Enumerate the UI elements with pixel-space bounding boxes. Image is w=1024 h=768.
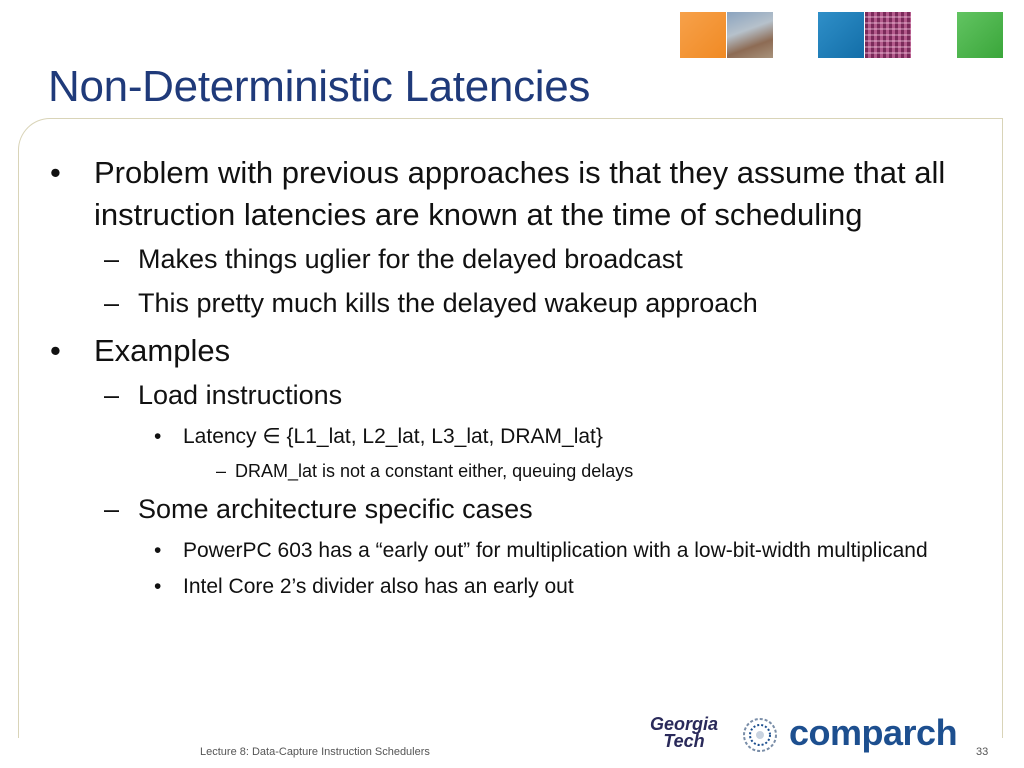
sub-bullet-item (50, 492, 970, 526)
blue-tile (818, 12, 864, 58)
level4-bullet-item (50, 458, 970, 484)
header-image-tiles (0, 12, 1024, 58)
sub-sub-bullet-item (50, 422, 970, 452)
chip-photo-tile (865, 12, 911, 58)
dash-marker: – (104, 380, 120, 410)
bullet-text: PowerPC 603 has a “early out” for multiplication with a low-bit-width multiplicand (183, 539, 928, 562)
sub-sub-bullet-item (50, 572, 970, 602)
sub-bullet-item (50, 286, 970, 320)
dash-marker: – (104, 288, 120, 318)
comparch-logo: comparch (789, 712, 958, 753)
swirl-logo-icon (740, 716, 780, 754)
bullet-text: This pretty much kills the delayed wakeup approach (138, 288, 758, 318)
green-tile (957, 12, 1003, 58)
bullet-text: DRAM_lat is not a constant either, queuing delays (235, 461, 634, 481)
bullet-marker: • (154, 539, 162, 562)
bullet-marker: • (50, 155, 61, 190)
sub-bullet-item (50, 242, 970, 276)
bullet-item (50, 152, 970, 236)
georgia-tech-logo (634, 716, 734, 750)
bullet-text: Some architecture specific cases (138, 494, 533, 524)
sub-sub-bullet-item (50, 536, 970, 566)
bullet-text: Examples (94, 333, 231, 368)
bullet-list (50, 152, 970, 608)
dash-marker: – (104, 244, 120, 274)
slide-title: Non-Deterministic Latencies (48, 62, 591, 111)
bullet-text: Makes things uglier for the delayed broadcast (138, 244, 683, 274)
bullet-marker: • (154, 425, 162, 448)
georgia-tech-line1: Georgia (649, 714, 719, 734)
georgia-tech-line2: Tech (663, 731, 705, 751)
orange-tile (680, 12, 726, 58)
footer-logos (634, 712, 974, 760)
sub-bullet-item (50, 378, 970, 412)
page-number: 33 (976, 746, 989, 758)
bullet-text: Load instructions (138, 380, 343, 410)
footer-lecture: Lecture 8: Data-Capture Instruction Schedulers (200, 746, 430, 758)
dash-marker: – (216, 461, 227, 481)
bullet-text: Intel Core 2’s divider also has an early out (183, 575, 574, 598)
bullet-marker: • (154, 575, 162, 598)
bullet-text: Problem with previous approaches is that they assume that all instruction latencies are known at the time of scheduling (94, 155, 946, 232)
dash-marker: – (104, 494, 120, 524)
bullet-item (50, 330, 970, 372)
bullet-marker: • (50, 333, 61, 368)
bullet-text: Latency ∈ {L1_lat, L2_lat, L3_lat, DRAM_lat} (183, 425, 603, 448)
building-photo-tile (727, 12, 773, 58)
